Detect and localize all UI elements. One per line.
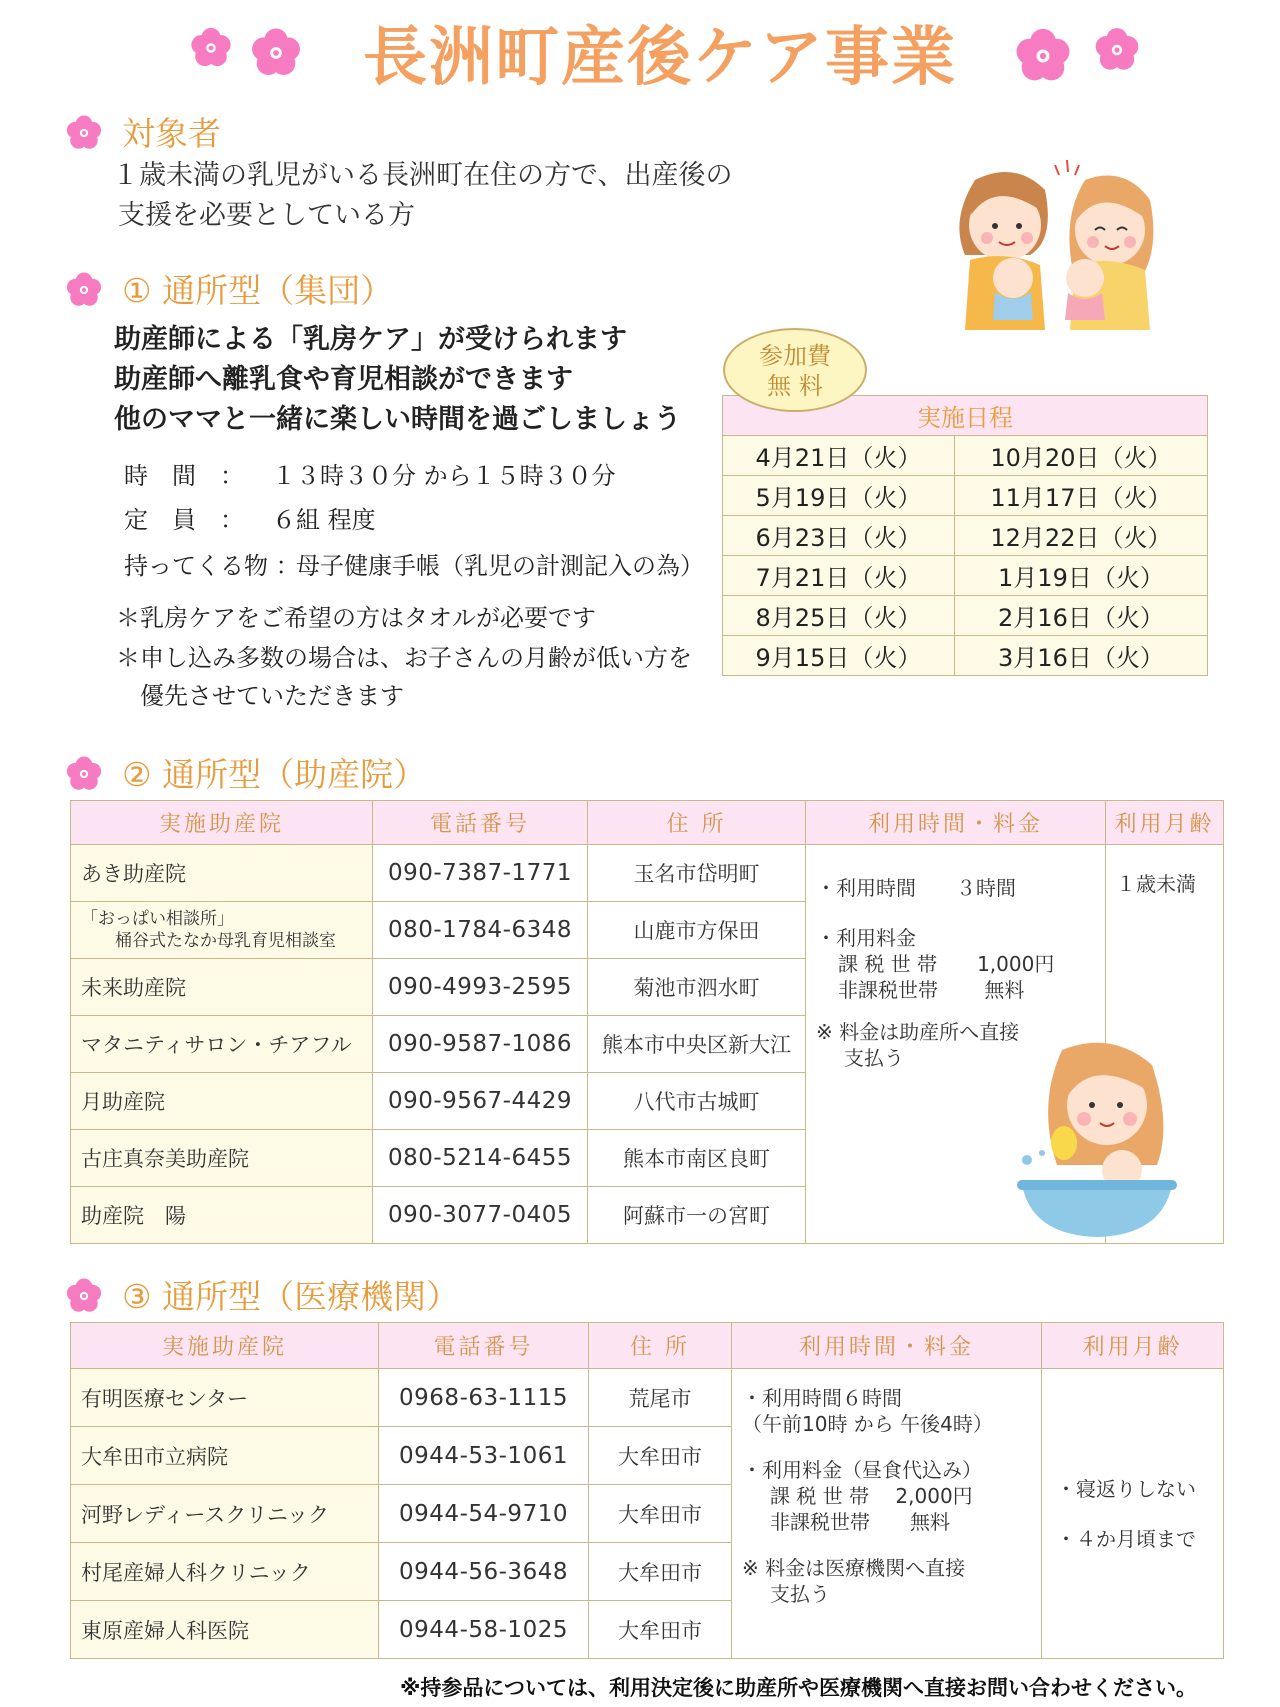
table-row [723,556,1208,596]
address: 阿蘇市一の宮町 [588,1187,806,1244]
usage-range: （午前10時 から 午後4時） [742,1412,993,1436]
baby-bath-illustration [1012,1035,1182,1240]
table-row [723,636,1208,676]
payment-note: 支払う [770,1582,830,1606]
section1-point: 助産師へ離乳食や育児相談ができます [114,364,573,395]
facility-name: 東原産婦人科医院 [71,1601,379,1659]
facility-name: 河野レディースクリニック [71,1485,379,1543]
table-row [723,516,1208,556]
target-line-2: 支援を必要としている方 [118,200,415,231]
address: 大牟田市 [589,1543,732,1601]
schedule-date: 3月16日（火） [954,636,1207,676]
payment-note: 支払う [844,1046,904,1070]
facility-name: 有明医療センター [71,1369,379,1427]
note: ＊申し込み多数の場合は、お子さんの月齢が低い方を [116,644,692,672]
schedule-date: 7月21日（火） [723,556,955,596]
age-condition: ・寝返りしない [1056,1476,1196,1501]
mothers-babies-illustration [935,160,1165,335]
schedule-date: 6月23日（火） [723,516,955,556]
usage-detail [732,1369,1042,1659]
facility-name: マタニティサロン・チアフル [71,1016,373,1073]
schedule-date: 8月25日（火） [723,596,955,636]
phone-number: 090-4993-2595 [373,959,588,1016]
schedule-date: 2月16日（火） [954,596,1207,636]
phone-number: 080-1784-6348 [373,902,588,959]
phone-number: 090-9567-4429 [373,1073,588,1130]
column-header: 実施助産院 [71,1323,379,1369]
facility-name [71,902,373,959]
column-header: 利用月齢 [1042,1323,1224,1369]
phone-number: 0944-56-3648 [379,1543,589,1601]
payment-note: ※ 料金は助産所へ直接 [816,1020,1020,1044]
fee-untaxed: 非課税世帯 無料 [838,978,1025,1002]
column-header: 住 所 [588,801,806,845]
usage-time: ・利用時間６時間 [742,1386,902,1410]
age-range: １歳未満 [1106,845,1224,1244]
age-condition: ・４か月頃まで [1056,1526,1196,1551]
column-header: 電話番号 [379,1323,589,1369]
phone-number: 090-7387-1771 [373,845,588,902]
flower-icon [64,113,104,153]
badge-line: 参加費 [759,342,831,370]
schedule-date: 4月21日（火） [723,436,955,476]
phone-number: 0944-54-9710 [379,1485,589,1543]
facility-name: 大牟田市立病院 [71,1427,379,1485]
phone-number: 0944-53-1061 [379,1427,589,1485]
column-header: 利用時間・料金 [732,1323,1042,1369]
bring-value: 母子健康手帳（乳児の計測記入の為） [296,552,704,580]
schedule-date: 9月15日（火） [723,636,955,676]
page-title: 長洲町産後ケア事業 [363,21,957,95]
facility-name: 未来助産院 [71,959,373,1016]
facility-name-line: 「おっぱい相談所」 [81,909,234,929]
flower-icon [64,754,104,794]
address: 大牟田市 [589,1427,732,1485]
badge-line: 無 料 [767,372,823,400]
flower-icon [248,25,304,81]
schedule-date: 12月22日（火） [954,516,1207,556]
section3-heading: ③ 通所型（医療機関） [122,1277,460,1316]
phone-number: 080-5214-6455 [373,1130,588,1187]
age-range [1042,1369,1224,1659]
address: 菊池市泗水町 [588,959,806,1016]
facility-name: 助産院 陽 [71,1187,373,1244]
note: 優先させていただきます [140,682,404,710]
target-line-1: １歳未満の乳児がいる長洲町在住の方で、出産後の [112,160,733,191]
address: 八代市古城町 [588,1073,806,1130]
table-row [723,596,1208,636]
time-label: 時 間 ： [124,462,244,490]
column-header: 実施助産院 [71,801,373,845]
section1-heading: ① 通所型（集団） [122,271,394,310]
phone-number: 090-3077-0405 [373,1187,588,1244]
phone-number: 090-9587-1086 [373,1016,588,1073]
facility-name: 村尾産婦人科クリニック [71,1543,379,1601]
facility-name: あき助産院 [71,845,373,902]
facility-name: 月助産院 [71,1073,373,1130]
usage-time: ・利用時間 ３時間 [816,876,1016,900]
column-header: 利用月齢 [1106,801,1224,845]
column-header: 住 所 [589,1323,732,1369]
table-row [723,436,1208,476]
phone-number: 0968-63-1115 [379,1369,589,1427]
facility-name: 古庄真奈美助産院 [71,1130,373,1187]
medical-table [70,1322,1224,1659]
fee-label: ・利用料金（昼食代込み） [742,1458,982,1482]
address: 玉名市岱明町 [588,845,806,902]
footer-note: ※持参品については、利用決定後に助産所や医療機関へ直接お問い合わせください。 [400,1676,1197,1700]
section1-point: 他のママと一緒に楽しい時間を過ごしましょう [114,404,681,435]
fee-untaxed: 非課税世帯 無料 [770,1510,950,1534]
facility-name-line: 桶谷式たなか母乳育児相談室 [115,931,336,951]
schedule-date: 1月19日（火） [954,556,1207,596]
note: ＊乳房ケアをご希望の方はタオルが必要です [116,604,596,632]
section2-heading: ② 通所型（助産院） [122,755,427,794]
phone-number: 0944-58-1025 [379,1601,589,1659]
table-row [71,1369,1224,1427]
fee-taxed: 課 税 世 帯 2,000円 [770,1484,973,1508]
capacity-value: ６組 程度 [272,506,376,534]
payment-note: ※ 料金は医療機関へ直接 [742,1556,966,1580]
table-row [71,845,1224,902]
address: 大牟田市 [589,1485,732,1543]
fee-label: ・利用料金 [816,926,916,950]
address: 熊本市中央区新大江 [588,1016,806,1073]
column-header: 利用時間・料金 [806,801,1106,845]
target-heading: 対象者 [122,114,221,153]
address: 荒尾市 [589,1369,732,1427]
fee-taxed: 課 税 世 帯 1,000円 [838,952,1055,976]
schedule-date: 10月20日（火） [954,436,1207,476]
flower-icon [1012,25,1074,87]
time-value: １３時３０分 から１５時３０分 [272,462,616,490]
capacity-label: 定 員 ： [124,506,244,534]
schedule-table [722,395,1208,676]
section1-point: 助産師による「乳房ケア」が受けられます [114,324,627,355]
schedule-date: 11月17日（火） [954,476,1207,516]
flower-icon [1092,25,1142,75]
address: 熊本市南区良町 [588,1130,806,1187]
address: 大牟田市 [589,1601,732,1659]
address: 山鹿市方保田 [588,902,806,959]
flower-icon [64,270,104,310]
column-header: 電話番号 [373,801,588,845]
fee-badge [723,328,867,412]
flower-icon [64,1276,104,1316]
table-row [723,476,1208,516]
schedule-header: 実施日程 [723,396,1208,436]
schedule-date: 5月19日（火） [723,476,955,516]
flower-icon [188,25,234,71]
bring-label: 持ってくる物 ： [124,552,300,580]
